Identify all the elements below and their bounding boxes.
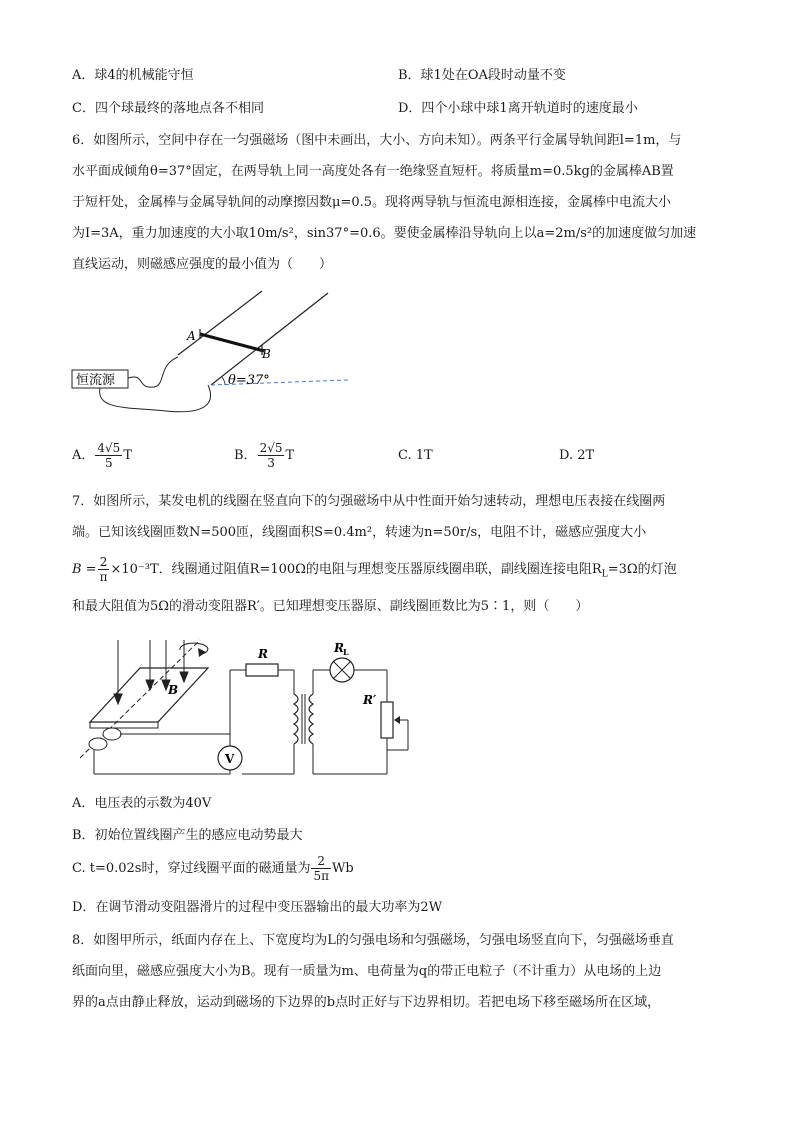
- q6-option-d: D. 2T: [559, 448, 595, 463]
- q8-stem-line-1: 8．如图甲所示，纸面内存在上、下宽度均为L的匀强电场和匀强磁场，匀强电场竖直向下，匀强磁场垂直: [72, 933, 674, 948]
- q7-stem-line-3: B = $\frac{2}{\pi}$ ×10⁻³T．线圈通过阻值R=100Ω的电阻与理想变压器原线圈串联，副线圈连接电阻$R_L=3\Omega$的灯泡: [72, 555, 677, 584]
- q7-option-d: D．在调节滑动变阻器滑片的过程中变压器输出的最大功率为2W: [72, 900, 443, 915]
- rheostat-r-prime: [381, 702, 393, 738]
- q7-option-b: B．初始位置线圈产生的感应电动势最大: [72, 828, 303, 843]
- q7-option-c: C. t=0.02s时，穿过线圈平面的磁通量为 $\frac{2}{5\pi}$ Wb: [72, 854, 354, 883]
- q6-stem-line-2: 水平面成倾角θ=37°固定，在两导轨上同一高度处各有一绝缘竖直短杆。将质量m=0.5kg的金属棒AB置: [72, 164, 674, 179]
- q5-option-b: B．球1处在OA段时动量不变: [398, 68, 566, 83]
- q6-stem-line-4: 为I=3A，重力加速度的大小取10m/s²，sin37°=0.6。要使金属棒沿导轨向上以a=2m/s²的加速度做匀加速: [72, 226, 697, 241]
- metal-rod-ab: [200, 334, 264, 351]
- q6-option-c: C. 1T: [398, 448, 433, 463]
- q7-label-b: B: [168, 683, 179, 697]
- q6-stem-line-1: 6．如图所示，空间中存在一匀强磁场（图中未画出，大小、方向未知）。两条平行金属导轨间距l=1m，与: [72, 133, 682, 148]
- q6-option-a: A． $\frac{4√5}{5}$ T: [72, 441, 132, 470]
- q6-stem-line-3: 于短杆处，金属棒与金属导轨间的动摩擦因数μ=0.5。现将两导轨与恒流电源相连接，金属棒中电流大小: [72, 195, 672, 210]
- angle-label: θ=37°: [228, 373, 270, 388]
- q7-stem-line-2: 端。已知该线圈匝数N=500匝，线圈面积S=0.4m²，转速为n=50r/s，电阻不计，磁感应强度大小: [72, 525, 647, 540]
- q6-option-b: B． $\frac{2√5}{3}$ T: [234, 441, 295, 470]
- q7-generator-circuit-figure: [80, 638, 420, 780]
- q5-option-c: C．四个球最终的落地点各不相同: [72, 101, 264, 116]
- q8-stem-line-2: 纸面向里，磁感应强度大小为B。现有一质量为m、电荷量为q的带正电粒子（不计重力）从电场的上边: [72, 964, 662, 979]
- label-b: B: [262, 347, 271, 361]
- q8-stem-line-3: 界的a点由静止释放，运动到磁场的下边界的b点时正好与下边界相切。若把电场下移至磁场所在区域，: [72, 995, 661, 1010]
- label-r: R: [258, 647, 268, 661]
- constant-current-source-label: 恒流源: [76, 373, 116, 388]
- q7-stem-line-4: 和最大阻值为5Ω的滑动变阻器R′。已知理想变压器原、副线圈匝数比为5∶1，则（ ）: [72, 599, 589, 614]
- q5-option-a: A．球4的机械能守恒: [72, 68, 194, 83]
- label-r-prime: R′: [363, 693, 377, 707]
- q5-option-d: D．四个小球中球1离开轨道时的速度最小: [398, 101, 638, 116]
- q6-incline-figure: [66, 285, 366, 420]
- label-a: A: [187, 329, 196, 343]
- q7-stem-line-1: 7．如图所示，某发电机的线圈在竖直向下的匀强磁场中从中性面开始匀速转动，理想电压表接在线圈两: [72, 494, 666, 509]
- label-rl: R: [334, 641, 344, 655]
- resistor-r: [246, 664, 278, 676]
- q6-stem-line-5: 直线运动，则磁感应强度的最小值为（ ）: [72, 257, 333, 272]
- voltmeter-label: V: [225, 752, 235, 766]
- q7-option-a: A．电压表的示数为40V: [72, 796, 212, 811]
- label-rl-sub: L: [343, 647, 349, 657]
